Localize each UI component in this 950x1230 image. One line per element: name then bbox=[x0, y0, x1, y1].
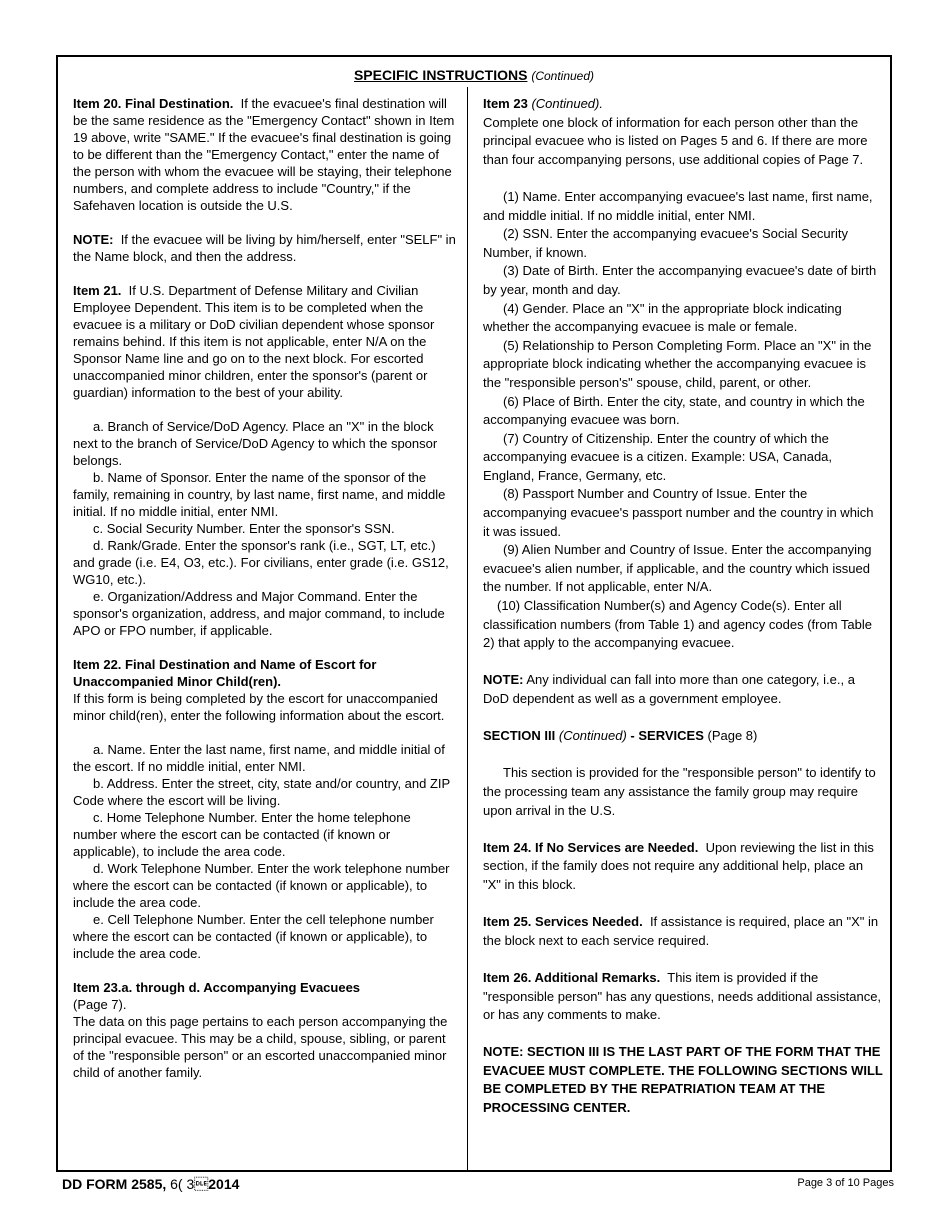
item22-a: a. Name. Enter the last name, first name, and middle initial of the escort. If no middle initial, enter NMI. bbox=[73, 742, 445, 774]
item22-heading bbox=[73, 656, 457, 690]
item25-heading: Item 25. Services Needed. bbox=[483, 914, 643, 930]
title-text: SPECIFIC INSTRUCTIONS bbox=[353, 67, 528, 83]
item20-text: If the evacuee's final destination will be the same residence as the "Emergency Contact" shown in Item 19 above, write "SAME." If the evacuee's final destination is going to be different than the "Emergency Contact," enter the name of the person with whom the evacuee will be staying, their telephone numbers, and complete address to include "Country," if the Safehaven location is outside the U.S. bbox=[73, 96, 455, 213]
note-heading: NOTE: bbox=[73, 232, 114, 247]
form-id bbox=[62, 1176, 239, 1192]
form-frame bbox=[56, 55, 892, 1172]
item25-text: If assistance is required, place an "X" in the block next to each service required. bbox=[483, 914, 879, 948]
item22-e: e. Cell Telephone Number. Enter the cell telephone number where the escort can be contacted (if known or applicable), to include the area code. bbox=[73, 912, 434, 961]
page-number: Page 3 of 10 Pages bbox=[797, 1177, 894, 1189]
item23-3: (3) Date of Birth. Enter the accompanying evacuee's date of birth by year, month and day. bbox=[483, 263, 877, 297]
form-id-text: DD FORM 2585, bbox=[62, 1176, 171, 1192]
item22-heading-text: Item 22. Final Destination and Name of Escort for Unaccompanied Minor Child(ren). bbox=[73, 657, 377, 689]
item26-heading: Item 26. Additional Remarks. bbox=[483, 969, 661, 985]
right-column bbox=[483, 95, 883, 1136]
section3-cont: (Continued) bbox=[558, 728, 627, 744]
form-date-garbled: 6( 3 bbox=[170, 1176, 209, 1192]
item23-6: (6) Place of Birth. Enter the city, state, and country in which the accompanying evacuee was born. bbox=[483, 393, 865, 428]
item25 bbox=[483, 913, 883, 950]
item23-heading-text: Item 23.a. through d. Accompanying Evacuees bbox=[73, 980, 361, 995]
item23-cont-marker: (Continued). bbox=[531, 96, 603, 111]
item21-text: If U.S. Department of Defense Military and Civilian Employee Dependent. This item is to be completed when the evacuee is a military or DoD civilian dependent whose sponsor remains behind. If this item is not applicable, enter N/A on the Sponsor Name line and go on to the next block. For escorted unaccompanied minor children, enter the sponsor's (parent or guardian) information to the best of your ability. bbox=[73, 283, 435, 400]
item23-2: (2) SSN. Enter the accompanying evacuee's Social Security Number, if known. bbox=[483, 226, 848, 260]
page-title bbox=[58, 67, 890, 83]
item22-c: c. Home Telephone Number. Enter the home telephone number where the escort can be contacted (if known or applicable), to include the area code. bbox=[73, 810, 411, 859]
item20-note bbox=[73, 231, 457, 265]
item23-1: (1) Name. Enter accompanying evacuee's last name, first name, and middle initial. If no middle initial, enter NMI. bbox=[483, 188, 873, 223]
item23-5: (5) Relationship to Person Completing Form. Place an "X" in the appropriate block indicating whether the accompanying evacuee is the "responsible person's" spouse, child, parent, or other. bbox=[483, 337, 872, 390]
section3-services: - SERVICES bbox=[630, 728, 704, 744]
note-text: If the evacuee will be living by him/herself, enter "SELF" in the Name block, and then the address. bbox=[73, 232, 456, 264]
title-continued: (Continued) bbox=[531, 69, 595, 83]
item24-text: Upon reviewing the list in this section, if the family does not require any additional help, place an "X" in this block. bbox=[483, 839, 874, 892]
item23-9: (9) Alien Number and Country of Issue. Enter the accompanying evacuee's alien number, if applicable, and the country which issued the number. If not applicable, enter N/A. bbox=[483, 542, 872, 595]
item23-page: (Page 7). bbox=[73, 997, 127, 1012]
item23-8: (8) Passport Number and Country of Issue. Enter the accompanying evacuee's passport number and the country in which it was issued. bbox=[483, 486, 874, 539]
item26-text: This item is provided if the "responsible person" has any questions, needs additional assistance, or has any comments to make. bbox=[483, 969, 882, 1023]
item21-a: a. Branch of Service/DoD Agency. Place an "X" in the block next to the branch of Service/DoD Agency to which the sponsor belongs. bbox=[73, 419, 438, 468]
item21-d: d. Rank/Grade. Enter the sponsor's rank (i.e., SGT, LT, etc.) and grade (i.e. E4, O3, etc.). For civilians, enter grade (i.e. GS12, WG10, etc.). bbox=[73, 538, 449, 587]
item20-heading: Item 20. Final Destination. bbox=[73, 96, 234, 111]
item23-4: (4) Gender. Place an "X" in the appropriate block indicating whether the accompanying evacuee is male or female. bbox=[483, 300, 842, 335]
item23-text: The data on this page pertains to each person accompanying the principal evacuee. This may be a child, spouse, sibling, or parent of the "responsible person" or an escorted unaccompanied minor child of another family. bbox=[73, 1014, 448, 1080]
item21-b: b. Name of Sponsor. Enter the name of the sponsor of the family, remaining in country, by last name, first name, and middle initial. If no middle initial, enter NMI. bbox=[73, 470, 446, 519]
item20 bbox=[73, 95, 457, 214]
item23-cont-heading bbox=[483, 95, 883, 114]
final-note bbox=[483, 1043, 883, 1117]
item21-c: c. Social Security Number. Enter the sponsor's SSN. bbox=[93, 521, 395, 536]
section3-page: (Page 8) bbox=[707, 728, 758, 744]
item23-10: (10) Classification Number(s) and Agency Code(s). Enter all classification numbers (from Table 1) and agency codes (from Table 2) that apply to the accompanying evacuee. bbox=[483, 598, 872, 651]
form-year: 2014 bbox=[208, 1176, 240, 1192]
item23-cont-text: Complete one block of information for each person other than the principal evacuee who is listed on Pages 5 and 6. If there are more than four accompanying persons, use additional copies of Page 7. bbox=[483, 114, 868, 167]
item24-heading: Item 24. If No Services are Needed. bbox=[483, 839, 699, 855]
item23-7: (7) Country of Citizenship. Enter the country of which the accompanying evacuee is a citizen. Example: USA, Canada, England, France, Germany, etc. bbox=[483, 430, 833, 483]
item21-heading: Item 21. bbox=[73, 283, 122, 298]
right-note-heading: NOTE: bbox=[483, 672, 524, 688]
item22-b: b. Address. Enter the street, city, state and/or country, and ZIP Code where the escort will be living. bbox=[73, 776, 450, 808]
item22-d: d. Work Telephone Number. Enter the work telephone number where the escort can be contacted (if known or applicable), to include the area code. bbox=[73, 861, 450, 910]
item22-text: If this form is being completed by the escort for unaccompanied minor child(ren), enter the following information about the escort. bbox=[73, 691, 445, 723]
section3-heading bbox=[483, 727, 883, 746]
item23-heading bbox=[73, 979, 457, 996]
right-note-text: Any individual can fall into more than one category, i.e., a DoD dependent as well as a government employee. bbox=[483, 672, 855, 706]
item24 bbox=[483, 839, 883, 895]
item21-e: e. Organization/Address and Major Command. Enter the sponsor's organization, address, and major command, to include APO or FPO number, if applicable. bbox=[73, 589, 445, 638]
column-divider bbox=[467, 87, 468, 1170]
final-note-text: NOTE: SECTION III IS THE LAST PART OF THE FORM THAT THE EVACUEE MUST COMPLETE. THE FOLLOWING SECTIONS WILL BE COMPLETED BY THE REPATRIATION TEAM AT THE PROCESSING CENTER. bbox=[483, 1044, 883, 1116]
section3-label: SECTION III bbox=[483, 728, 556, 744]
item21 bbox=[73, 282, 457, 401]
item23-cont-label: Item 23 bbox=[483, 96, 528, 111]
left-column bbox=[73, 95, 457, 1098]
item26 bbox=[483, 969, 883, 1025]
section3-text: This section is provided for the "responsible person" to identify to the processing team any assistance the family group may require upon arrival in the U.S. bbox=[483, 765, 876, 818]
right-note bbox=[483, 671, 883, 708]
